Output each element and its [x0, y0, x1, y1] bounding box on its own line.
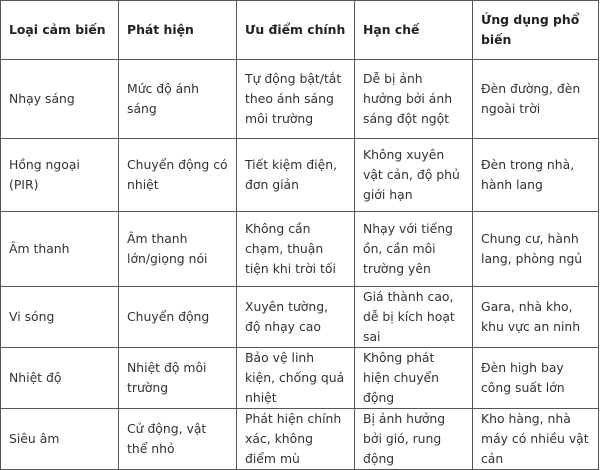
table-row [1, 409, 599, 470]
cell-advantages: Bảo vệ linh kiện, chống quá nhiệt [237, 348, 355, 409]
cell-applications: Kho hàng, nhà máy có nhiều vật cản [473, 409, 599, 470]
cell-applications: Đèn high bay công suất lớn [473, 348, 599, 409]
cell-detects: Mức độ ánh sáng [119, 60, 237, 139]
cell-limitations: Giá thành cao, dễ bị kích hoạt sai [355, 287, 473, 348]
cell-limitations: Không phát hiện chuyển động [355, 348, 473, 409]
table-row [1, 348, 599, 409]
cell-limitations: Dễ bị ảnh hưởng bởi ánh sáng đột ngột [355, 60, 473, 139]
header-sensor-type: Loại cảm biến [1, 1, 119, 60]
table-row [1, 139, 599, 212]
header-row [1, 1, 599, 60]
table-row [1, 287, 599, 348]
cell-sensor-type: Hồng ngoại (PIR) [1, 139, 119, 212]
cell-limitations: Bị ảnh hưởng bởi gió, rung động [355, 409, 473, 470]
cell-advantages: Xuyên tường, độ nhạy cao [237, 287, 355, 348]
cell-applications: Đèn trong nhà, hành lang [473, 139, 599, 212]
cell-detects: Chuyển động có nhiệt [119, 139, 237, 212]
cell-detects: Nhiệt độ môi trường [119, 348, 237, 409]
cell-detects: Âm thanh lớn/giọng nói [119, 212, 237, 287]
cell-advantages: Phát hiện chính xác, không điểm mù [237, 409, 355, 470]
cell-sensor-type: Siêu âm [1, 409, 119, 470]
cell-sensor-type: Nhiệt độ [1, 348, 119, 409]
header-detects: Phát hiện [119, 1, 237, 60]
cell-applications: Đèn đường, đèn ngoài trời [473, 60, 599, 139]
cell-detects: Chuyển động [119, 287, 237, 348]
cell-limitations: Không xuyên vật cản, độ phủ giới hạn [355, 139, 473, 212]
cell-detects: Cử động, vật thể nhỏ [119, 409, 237, 470]
cell-advantages: Tiết kiệm điện, đơn giản [237, 139, 355, 212]
cell-limitations: Nhạy với tiếng ồn, cần môi trường yên [355, 212, 473, 287]
cell-advantages: Tự động bật/tắt theo ánh sáng môi trường [237, 60, 355, 139]
table-row [1, 212, 599, 287]
header-limitations: Hạn chế [355, 1, 473, 60]
header-advantages: Ưu điểm chính [237, 1, 355, 60]
cell-sensor-type: Nhạy sáng [1, 60, 119, 139]
cell-applications: Chung cư, hành lang, phòng ngủ [473, 212, 599, 287]
cell-sensor-type: Âm thanh [1, 212, 119, 287]
header-applications: Ứng dụng phổ biến [473, 1, 599, 60]
cell-applications: Gara, nhà kho, khu vực an ninh [473, 287, 599, 348]
cell-advantages: Không cần chạm, thuận tiện khi trời tối [237, 212, 355, 287]
cell-sensor-type: Vi sóng [1, 287, 119, 348]
table-row [1, 60, 599, 139]
